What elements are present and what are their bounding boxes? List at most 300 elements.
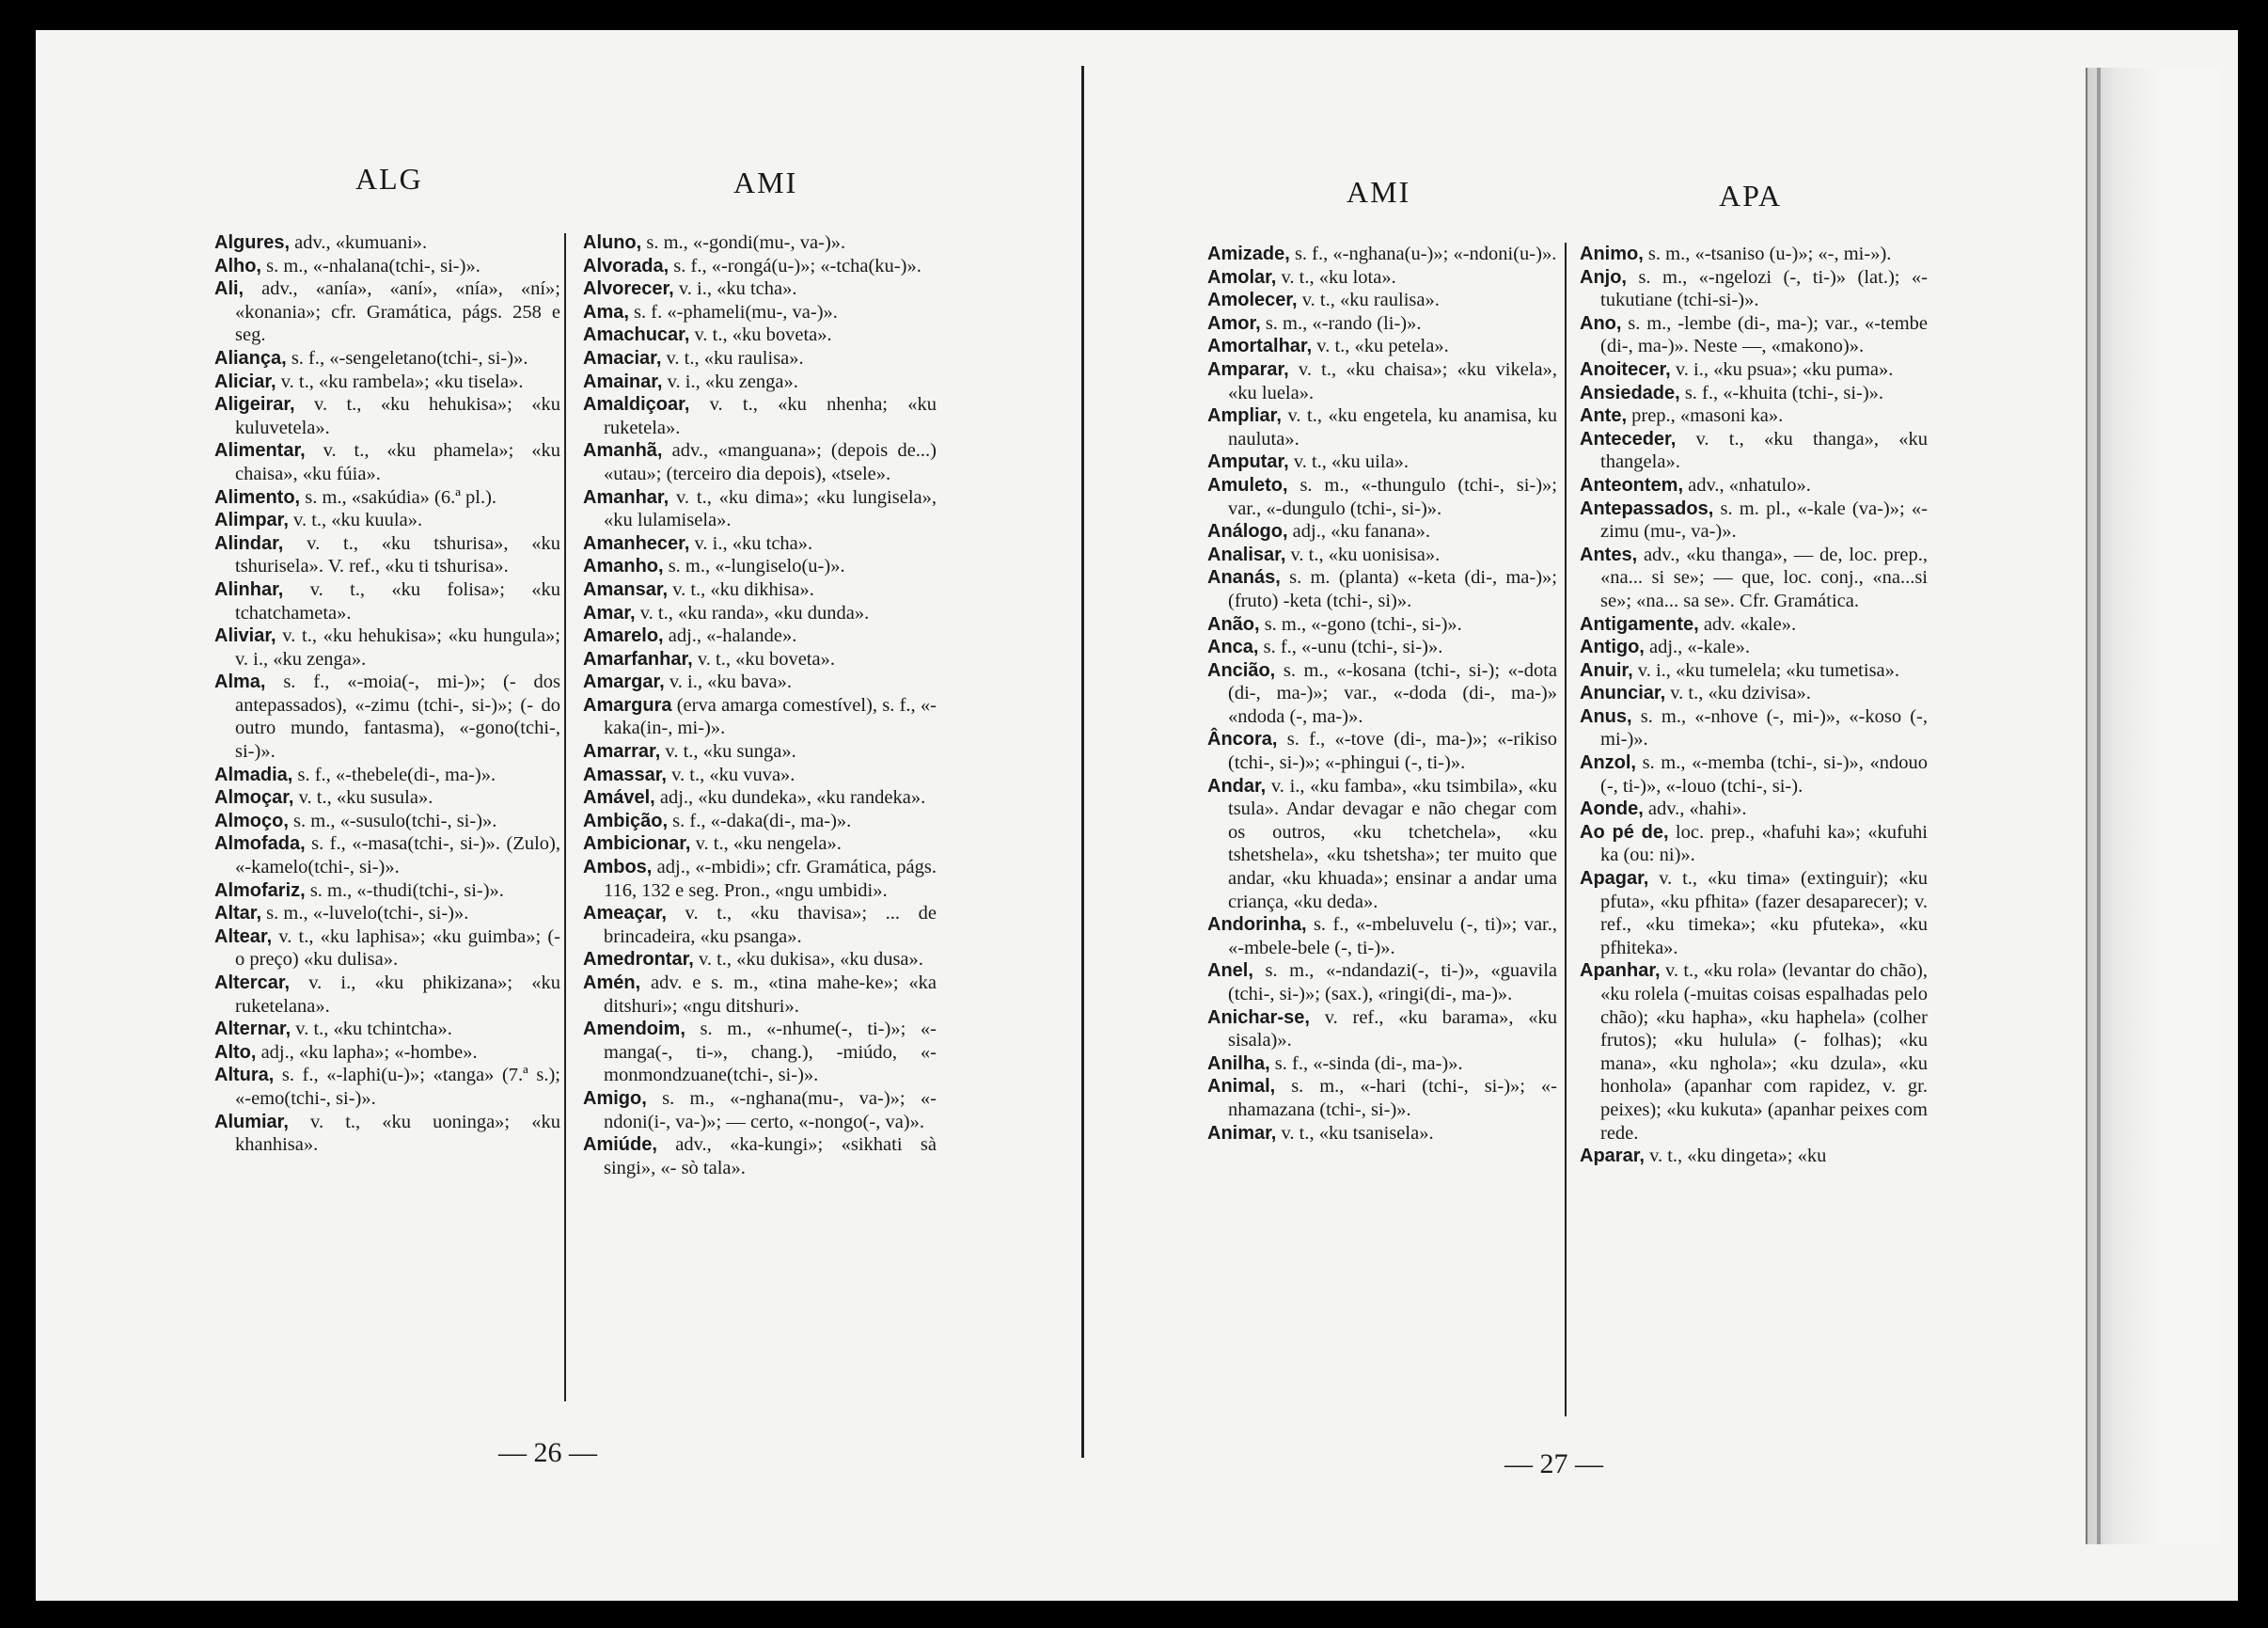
entry-definition: s. m., «-lungiselo(u-)». xyxy=(663,556,845,577)
entry-definition: v. t., «ku chaisa»; «ku vikela», «ku luela». xyxy=(1228,358,1557,403)
entry-definition: s. f., «-tove (di-, ma-)»; «-rikiso (tchi-, si-)»; «-phingui (-, ti-)». xyxy=(1228,729,1557,774)
dictionary-entry xyxy=(1580,312,1928,358)
entry-definition: v. t., «ku vuva». xyxy=(666,764,795,785)
dictionary-entry xyxy=(1207,450,1557,474)
entry-definition: adv., «hahi». xyxy=(1643,798,1747,820)
dictionary-entry xyxy=(214,925,560,972)
dictionary-entry xyxy=(583,255,937,278)
dictionary-entry xyxy=(214,902,560,925)
entry-headword: Amanhã, xyxy=(583,440,663,462)
entry-headword: Amizade, xyxy=(1207,244,1290,264)
dictionary-entry xyxy=(583,1133,937,1179)
dictionary-entry xyxy=(1207,775,1557,914)
dictionary-entry xyxy=(214,972,560,1018)
entry-definition: s. f., «-khuita (tchi-, si-)». xyxy=(1679,382,1884,403)
entry-headword: Anilha, xyxy=(1207,1052,1270,1074)
dictionary-entry xyxy=(1580,798,1928,821)
dictionary-entry xyxy=(214,1111,560,1157)
entry-definition: s. m., «-susulo(tchi-, si-)». xyxy=(288,810,497,831)
dictionary-entry xyxy=(214,509,560,532)
column-rule xyxy=(564,233,566,1401)
dictionary-entry xyxy=(1580,867,1928,959)
entry-definition: s. f., «-mbeluvelu (-, ti)»; var., «-mbele-bele (-, ti-)». xyxy=(1228,914,1557,958)
entry-definition: s. f., «-sengeletano(tchi-, si-)». xyxy=(286,347,528,369)
entry-headword: Amén, xyxy=(583,972,641,993)
entry-definition: v. t., «ku folisa»; «ku tchatchameta». xyxy=(235,578,560,624)
dictionary-entry xyxy=(1207,913,1557,959)
right-page-column-1 xyxy=(1207,243,1557,1145)
right-header-left: AMI xyxy=(1347,175,1411,209)
dictionary-entry xyxy=(214,255,560,278)
dictionary-entry xyxy=(214,832,560,878)
entry-definition: s. f., «-thebele(di-, ma-)». xyxy=(292,764,496,785)
book-gutter xyxy=(1081,66,1084,1458)
column-rule xyxy=(1565,243,1567,1416)
dictionary-entry xyxy=(1207,1122,1557,1146)
dictionary-entry xyxy=(1580,705,1928,751)
dictionary-entry xyxy=(1580,959,1928,1145)
entry-headword: Amendoim, xyxy=(583,1019,685,1040)
dictionary-entry xyxy=(583,602,937,625)
entry-headword: Anichar-se, xyxy=(1207,1006,1310,1028)
entry-headword: Amolar, xyxy=(1207,266,1277,288)
entry-definition: s. m., «-ngelozi (-, ti-)» (lat.); «-tukutiane (tchi-si-)». xyxy=(1600,266,1928,311)
entry-headword: Andar, xyxy=(1207,775,1267,797)
dictionary-entry xyxy=(214,671,560,763)
entry-definition: s. m., «-gondi(mu-, va-)». xyxy=(641,232,846,253)
dictionary-entry xyxy=(583,832,937,856)
entry-headword: Aliviar, xyxy=(214,625,276,647)
dictionary-entry xyxy=(1580,544,1928,613)
entry-definition: adj., «-halande». xyxy=(663,625,797,647)
dictionary-entry xyxy=(583,902,937,948)
entry-headword: Animo, xyxy=(1580,244,1644,264)
entry-headword: Ananás, xyxy=(1207,567,1281,589)
entry-definition: v. t., «ku uonisisa». xyxy=(1285,544,1441,565)
entry-definition: v. t., «ku tchintcha». xyxy=(291,1019,452,1040)
dictionary-entry xyxy=(583,578,937,602)
entry-headword: Amável, xyxy=(583,787,655,809)
entry-headword: Almofariz, xyxy=(214,879,306,901)
dictionary-entry xyxy=(1207,312,1557,336)
entry-headword: Amanhecer, xyxy=(583,532,690,554)
entry-definition: adv., «manguana»; (depois de...) «utau»; (terceiro dia depois), «tsele». xyxy=(604,440,937,484)
left-page-column-1 xyxy=(214,231,560,1157)
dictionary-entry xyxy=(214,786,560,810)
entry-headword: Anel, xyxy=(1207,960,1253,982)
entry-definition: v. t., «ku kuula». xyxy=(288,510,423,531)
entry-headword: Aliança, xyxy=(214,347,287,369)
entry-definition: adj., «-kale». xyxy=(1644,637,1751,658)
entry-definition: v. t., «ku uila». xyxy=(1288,451,1410,473)
entry-headword: Ante, xyxy=(1580,405,1627,427)
dictionary-entry xyxy=(583,439,937,485)
entry-headword: Amputar, xyxy=(1207,451,1289,473)
dictionary-entry xyxy=(214,764,560,787)
entry-headword: Almadia, xyxy=(214,764,293,785)
dictionary-entry xyxy=(1580,498,1928,544)
right-header-right: APA xyxy=(1719,179,1783,213)
entry-headword: Amansar, xyxy=(583,578,669,600)
entry-definition: prep., «masoni ka». xyxy=(1627,405,1784,427)
dictionary-entry xyxy=(1207,636,1557,659)
entry-definition: s. f., «-sinda (di-, ma-)». xyxy=(1269,1052,1463,1074)
dictionary-entry xyxy=(583,810,937,833)
entry-headword: Amargar, xyxy=(583,672,665,693)
entry-definition: s. m., «-thungulo (tchi-, si-)»; var., «-dungulo (tchi-, si-)». xyxy=(1228,474,1557,519)
entry-headword: Amaldiçoar, xyxy=(583,394,690,416)
entry-headword: Ama, xyxy=(583,301,629,323)
entry-definition: v. t., «ku hehukisa»; «ku kuluvetela». xyxy=(235,394,560,438)
entry-definition: v. i., «ku famba», «ku tsimbila», «ku tsula». Andar devagar e não chegar com os outros, «ku tchetchela», «ku tshetshela», «ku tshetsha»; ter muito que andar, «ku khuada»; ensinar a andar uma criança, «ku deda». xyxy=(1228,775,1557,912)
dictionary-entry xyxy=(583,324,937,347)
entry-definition: v. ref., «ku barama», «ku sisala)». xyxy=(1228,1006,1557,1051)
dictionary-entry xyxy=(214,486,560,510)
entry-headword: Anca, xyxy=(1207,637,1259,658)
dictionary-entry xyxy=(1580,266,1928,312)
entry-definition: s. m. (planta) «-keta (di-, ma-)»; (fruto) -keta (tchi-, si)». xyxy=(1228,567,1557,611)
entry-headword: Amarfanhar, xyxy=(583,648,693,670)
entry-definition: s. m., «-ndandazi(-, ti-)», «guavila (tchi-, si-)»; (sax.), «ringi(di-, ma-)». xyxy=(1228,960,1557,1004)
dictionary-entry xyxy=(214,624,560,671)
entry-definition: v. t., «ku uoninga»; «ku khanhisa». xyxy=(235,1111,560,1156)
entry-definition: v. t., «ku laphisa»; «ku guimba»; (- o preço) «ku dulisa». xyxy=(235,925,560,971)
right-page-column-2 xyxy=(1580,243,1928,1168)
entry-headword: Amachucar, xyxy=(583,324,690,346)
entry-definition: s. m., «-rando (li-)». xyxy=(1260,312,1422,334)
entry-definition: s. m., «-memba (tchi-, si-)», «ndouo (-, ti-)», «-louo (tchi-, si-). xyxy=(1600,752,1928,797)
dictionary-entry xyxy=(1207,404,1557,450)
dictionary-entry xyxy=(1580,1145,1928,1168)
dictionary-entry xyxy=(1580,428,1928,474)
dictionary-entry xyxy=(1580,358,1928,382)
entry-definition: s. f., «-daka(di-, ma-)». xyxy=(668,810,852,831)
dictionary-entry xyxy=(583,371,937,394)
entry-headword: Alimentar, xyxy=(214,440,306,462)
entry-headword: Amanhar, xyxy=(583,486,669,508)
entry-headword: Amargura xyxy=(583,694,672,716)
dictionary-entry xyxy=(214,810,560,833)
entry-definition: v. t., «ku tshurisa», «ku tshurisela». V. ref., «ku ti tshurisa». xyxy=(235,532,560,577)
entry-definition: v. t., «ku nhenha; «ku ruketela». xyxy=(604,394,937,438)
entry-headword: Aliciar, xyxy=(214,371,276,392)
entry-headword: Andorinha, xyxy=(1207,914,1307,936)
entry-definition: v. t., «ku thanga», «ku thangela». xyxy=(1600,428,1928,473)
entry-definition: adv. «kale». xyxy=(1698,613,1797,635)
entry-headword: Amigo, xyxy=(583,1087,647,1109)
entry-definition: adv., «anía», «aní», «nía», «ní»; «konania»; cfr. Gramática, págs. 258 e seg. xyxy=(235,278,560,346)
dictionary-entry xyxy=(1580,382,1928,405)
entry-headword: Apanhar, xyxy=(1580,960,1661,982)
entry-headword: Alto, xyxy=(214,1041,257,1063)
entry-definition: s. f. «-phameli(mu-, va-)». xyxy=(628,301,838,323)
dictionary-entry xyxy=(1207,335,1557,358)
entry-headword: Alvorada, xyxy=(583,255,669,277)
dictionary-entry xyxy=(1580,636,1928,659)
entry-definition: v. i., «ku phikizana»; «ku ruketelana». xyxy=(235,972,560,1017)
dictionary-entry xyxy=(1207,1052,1557,1076)
dictionary-entry xyxy=(1580,682,1928,705)
entry-headword: Ampliar, xyxy=(1207,405,1282,427)
dictionary-entry xyxy=(583,301,937,324)
entry-headword: Ancião, xyxy=(1207,659,1276,681)
entry-headword: Amuleto, xyxy=(1207,474,1288,496)
entry-headword: Amedrontar, xyxy=(583,949,694,971)
entry-headword: Amainar, xyxy=(583,371,663,392)
entry-headword: Almofada, xyxy=(214,833,306,855)
next-page-edge xyxy=(2086,68,2219,1544)
dictionary-entry xyxy=(583,972,937,1018)
left-header-right: AMI xyxy=(733,166,798,199)
entry-definition: adj., «-mbidi»; cfr. Gramática, págs. 116, 132 e seg. Pron., «ngu umbidi». xyxy=(604,857,937,901)
entry-headword: Altear, xyxy=(214,925,273,947)
dictionary-entry xyxy=(214,231,560,255)
dictionary-entry xyxy=(214,1018,560,1041)
dictionary-entry xyxy=(583,486,937,532)
dictionary-entry xyxy=(1207,613,1557,637)
entry-definition: s. m., «-hari (tchi-, si-)»; «-nhamazana (tchi-, si-)». xyxy=(1228,1076,1557,1120)
dictionary-entry xyxy=(1580,404,1928,428)
entry-headword: Alimpar, xyxy=(214,510,289,531)
entry-definition: v. t., «ku dingeta»; «ku xyxy=(1644,1146,1827,1167)
dictionary-entry xyxy=(583,231,937,255)
entry-headword: Amar, xyxy=(583,602,636,624)
dictionary-entry xyxy=(583,393,937,439)
dictionary-entry xyxy=(583,948,937,972)
entry-headword: Alma, xyxy=(214,672,266,693)
entry-definition: s. m., «-thudi(tchi-, si-)». xyxy=(305,879,504,901)
dictionary-entry xyxy=(1580,474,1928,498)
dictionary-entry xyxy=(583,347,937,371)
entry-definition: v. t., «ku rola» (levantar do chão), «ku rolela (-muitas coisas espalhadas pelo chão); «ku hapha», «ku haphela» (colher frutos); «ku hulula» (- folhas); «ku mana», «ku nghola»; «ku dzula», «ku honhola» (apanhar com rapidez, v. gr. peixes); «ku kukuta» (apanhar peixes com rede. xyxy=(1600,960,1928,1144)
entry-headword: Anteceder, xyxy=(1580,428,1677,450)
entry-definition: v. t., «ku boveta». xyxy=(689,324,832,346)
entry-headword: Antes, xyxy=(1580,544,1638,565)
entry-definition: v. t., «ku susula». xyxy=(293,787,433,809)
entry-definition: v. t., «ku hehukisa»; «ku hungula»; v. i., «ku zenga». xyxy=(235,625,560,670)
entry-headword: Âncora, xyxy=(1207,729,1278,751)
dictionary-entry xyxy=(1207,544,1557,567)
entry-headword: Antigo, xyxy=(1580,637,1645,658)
entry-definition: v. t., «ku sunga». xyxy=(660,741,796,763)
dictionary-entry xyxy=(583,764,937,787)
entry-headword: Amparar, xyxy=(1207,358,1289,380)
entry-definition: v. i., «ku tumelela; «ku tumetisa». xyxy=(1632,659,1900,681)
dictionary-entry xyxy=(1207,728,1557,774)
entry-definition: adv. e s. m., «tina mahe-ke»; «ka ditshuri»; «ngu ditshuri». xyxy=(604,972,937,1017)
dictionary-entry xyxy=(1580,751,1928,798)
dictionary-entry xyxy=(583,277,937,301)
entry-definition: v. t., «ku dikhisa». xyxy=(668,578,814,600)
entry-headword: Alimento, xyxy=(214,486,301,508)
dictionary-entry xyxy=(583,1018,937,1087)
dictionary-entry xyxy=(1207,266,1557,290)
dictionary-entry xyxy=(1580,613,1928,637)
entry-headword: Anoitecer, xyxy=(1580,358,1671,380)
entry-definition: s. m., «-kosana (tchi-, si-); «-dota (di-, ma-)»; var., «-doda (di-, ma-)» «ndoda (-, ma-)». xyxy=(1228,659,1557,727)
entry-definition: s. m., «-gono (tchi-, si-)». xyxy=(1259,613,1462,635)
entry-headword: Almoçar, xyxy=(214,787,294,809)
entry-headword: Anão, xyxy=(1207,613,1260,635)
entry-definition: adj., «ku dundeka», «ku randeka». xyxy=(654,787,926,809)
entry-headword: Altar, xyxy=(214,903,262,925)
entry-definition: loc. prep., «hafuhi ka»; «kufuhi ka (ou: ni)». xyxy=(1600,821,1928,866)
dictionary-entry xyxy=(214,578,560,624)
entry-definition: s. m., «-nhove (-, mi-)», «-koso (-, mi-)». xyxy=(1600,705,1928,751)
entry-headword: Anteontem, xyxy=(1580,474,1683,496)
entry-definition: s. f., «-masa(tchi-, si-)». (Zulo), «-kamelo(tchi-, si-)». xyxy=(235,833,560,878)
dictionary-entry xyxy=(583,740,937,764)
entry-definition: s. f., «-rongá(u-)»; «-tcha(ku-)». xyxy=(669,255,921,277)
entry-headword: Amaciar, xyxy=(583,347,662,369)
entry-definition: v. i., «ku bava». xyxy=(664,672,793,693)
entry-definition: v. t., «ku dukisa», «ku dusa». xyxy=(693,949,923,971)
entry-definition: v. i., «ku psua»; «ku puma». xyxy=(1670,358,1894,380)
entry-definition: s. m., «-luvelo(tchi-, si-)». xyxy=(261,903,469,925)
entry-headword: Amarrar, xyxy=(583,741,661,763)
dictionary-entry xyxy=(1207,1006,1557,1052)
dictionary-entry xyxy=(583,671,937,694)
entry-definition: adv., «ka-kungi»; «sikhati sà singi», «- sò tala». xyxy=(604,1134,937,1178)
dictionary-entry xyxy=(1207,566,1557,612)
dictionary-entry xyxy=(583,648,937,672)
entry-headword: Aparar, xyxy=(1580,1146,1645,1167)
entry-definition: s. m., -lembe (di-, ma-); var., «-tembe (di-, ma-)». Neste —, «makono)». xyxy=(1600,312,1928,357)
left-header-left: ALG xyxy=(355,162,423,196)
entry-headword: Aligeirar, xyxy=(214,394,295,416)
entry-definition: v. t., «ku phamela»; «ku chaisa», «ku fúia». xyxy=(235,440,560,484)
entry-definition: adv., «nhatulo». xyxy=(1683,474,1811,496)
entry-headword: Alumiar, xyxy=(214,1111,289,1132)
entry-definition: s. f., «-unu (tchi-, si-)». xyxy=(1258,637,1443,658)
entry-headword: Antigamente, xyxy=(1580,613,1699,635)
entry-definition: v. t., «ku dzivisa». xyxy=(1665,683,1811,704)
entry-headword: Amolecer, xyxy=(1207,290,1298,311)
entry-headword: Amassar, xyxy=(583,764,667,785)
entry-headword: Animar, xyxy=(1207,1122,1277,1144)
entry-headword: Ambicionar, xyxy=(583,833,691,855)
dictionary-entry xyxy=(214,393,560,439)
left-page-number: — 26 — xyxy=(498,1437,597,1468)
entry-definition: v. t., «ku tima» (extinguir); «ku pfuta», «ku pfhita» (fazer desaparecer); v. ref., «ku timeka»; «ku pfuteka», «ku pfhiteka». xyxy=(1600,868,1928,958)
entry-headword: Antepassados, xyxy=(1580,498,1714,519)
entry-headword: Alinhar, xyxy=(214,578,284,600)
dictionary-entry xyxy=(1207,659,1557,729)
entry-definition: v. t., «ku petela». xyxy=(1312,336,1449,357)
dictionary-entry xyxy=(583,624,937,648)
left-page-column-2 xyxy=(583,231,937,1179)
dictionary-entry xyxy=(214,439,560,485)
dictionary-entry xyxy=(1207,959,1557,1005)
dictionary-entry xyxy=(214,1064,560,1110)
entry-definition: v. t., «ku lota». xyxy=(1276,266,1396,288)
entry-headword: Anus, xyxy=(1580,705,1632,727)
entry-headword: Ansiedade, xyxy=(1580,382,1680,403)
right-page-number: — 27 — xyxy=(1504,1448,1603,1479)
entry-headword: Almoço, xyxy=(214,810,289,831)
dictionary-entry xyxy=(1580,821,1928,867)
entry-definition: v. t., «ku raulisa». xyxy=(1297,290,1440,311)
entry-headword: Anzol, xyxy=(1580,752,1636,774)
entry-headword: Ambição, xyxy=(583,810,669,831)
entry-definition: v. t., «ku randa», «ku dunda». xyxy=(635,602,870,624)
entry-definition: v. i., «ku tcha». xyxy=(689,532,813,554)
entry-definition: adv., «ku thanga», — de, loc. prep., «na... si se»; — que, loc. conj., «na...si se»; «na... sa se». Cfr. Gramática. xyxy=(1600,544,1928,611)
entry-headword: Apagar, xyxy=(1580,868,1649,890)
entry-definition: s. m., «sakúdia» (6.ª pl.). xyxy=(300,486,497,508)
dictionary-entry xyxy=(583,1087,937,1133)
entry-definition: s. f., «-laphi(u-)»; «tanga» (7.ª s.); «-emo(tchi-, si-)». xyxy=(235,1065,560,1109)
dictionary-entry xyxy=(1207,358,1557,404)
entry-definition: v. t., «ku tsanisela». xyxy=(1276,1122,1434,1144)
entry-definition: v. t., «ku dima»; «ku lungisela», «ku lulamisela». xyxy=(604,486,937,531)
dictionary-entry xyxy=(1207,520,1557,544)
entry-definition: adj., «ku lapha»; «-hombe». xyxy=(256,1041,478,1063)
dictionary-entry xyxy=(214,879,560,903)
entry-definition: adj., «ku fanana». xyxy=(1287,521,1430,543)
dictionary-entry xyxy=(1207,474,1557,520)
dictionary-entry xyxy=(1580,243,1928,266)
entry-definition: s. m., «-tsaniso (u-)»; «-, mi-»). xyxy=(1643,244,1892,264)
dictionary-entry xyxy=(214,277,560,347)
entry-headword: Ano, xyxy=(1580,312,1622,334)
dictionary-entry xyxy=(583,694,937,740)
entry-headword: Anunciar, xyxy=(1580,683,1666,704)
dictionary-entry xyxy=(1207,243,1557,266)
entry-headword: Aluno, xyxy=(583,232,642,253)
entry-definition: v. i., «ku zenga». xyxy=(662,371,798,392)
entry-definition: v. t., «ku boveta». xyxy=(692,648,835,670)
entry-definition: s. f., «-moia(-, mi-)»; (- dos antepassados), «-zimu (tchi-, si-)»; (- do outro mundo, fantasma), «-gono(tchi-, si-)». xyxy=(235,672,560,763)
dictionary-entry xyxy=(214,1041,560,1065)
entry-definition: s. f., «-nghana(u-)»; «-ndoni(u-)». xyxy=(1289,244,1557,264)
entry-definition: s. m., «-nhalana(tchi-, si-)». xyxy=(261,255,480,277)
entry-headword: Altercar, xyxy=(214,972,291,993)
entry-headword: Análogo, xyxy=(1207,521,1288,543)
dictionary-entry xyxy=(214,532,560,578)
entry-headword: Amor, xyxy=(1207,312,1261,334)
entry-headword: Alvorecer, xyxy=(583,278,674,300)
entry-definition: adv., «kumuani». xyxy=(290,232,428,253)
entry-definition: v. t., «ku engetela, ku anamisa, ku nauluta». xyxy=(1228,405,1557,450)
entry-headword: Ambos, xyxy=(583,857,653,878)
dictionary-entry xyxy=(583,786,937,810)
entry-definition: v. t., «ku raulisa». xyxy=(661,347,804,369)
entry-headword: Aonde, xyxy=(1580,798,1644,820)
entry-headword: Amiúde, xyxy=(583,1134,657,1156)
entry-definition: v. i., «ku tcha». xyxy=(673,278,797,300)
dictionary-entry xyxy=(583,856,937,902)
dictionary-entry xyxy=(214,347,560,371)
entry-headword: Ao pé de, xyxy=(1580,821,1669,843)
entry-definition: (erva amarga comestível), s. f., «-kaka(in-, mi-)». xyxy=(604,694,937,739)
dictionary-entry xyxy=(1207,1075,1557,1121)
entry-headword: Ali, xyxy=(214,278,244,300)
entry-headword: Anjo, xyxy=(1580,266,1627,288)
entry-headword: Alho, xyxy=(214,255,261,277)
entry-headword: Analisar, xyxy=(1207,544,1286,565)
entry-headword: Animal, xyxy=(1207,1076,1276,1098)
entry-headword: Ameaçar, xyxy=(583,903,667,925)
entry-headword: Anuir, xyxy=(1580,659,1633,681)
entry-headword: Amarelo, xyxy=(583,625,664,647)
entry-headword: Altura, xyxy=(214,1065,275,1086)
entry-headword: Amortalhar, xyxy=(1207,336,1313,357)
dictionary-entry xyxy=(1207,289,1557,312)
dictionary-entry xyxy=(1580,659,1928,683)
entry-definition: v. t., «ku nengela». xyxy=(690,833,842,855)
entry-definition: s. m., «-nghana(mu-, va-)»; «-ndoni(i-, va-)»; — certo, «-nongo(-, va)». xyxy=(604,1087,937,1132)
